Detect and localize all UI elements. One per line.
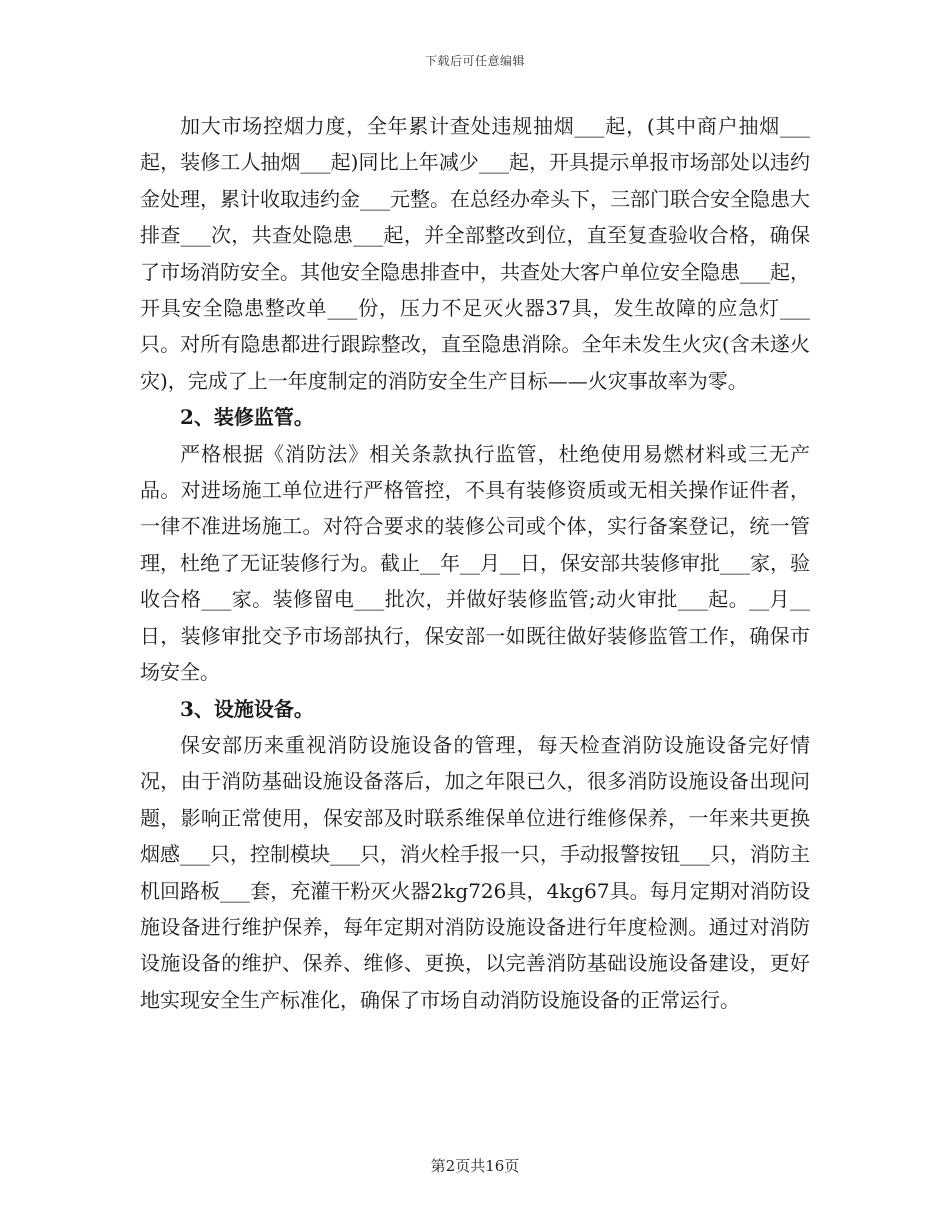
- page-header: 下载后可任意编辑: [424, 54, 525, 68]
- section-heading-renovation: 2、装修监管。: [180, 405, 314, 430]
- page-number: 第2页共16页: [430, 1157, 520, 1175]
- paragraph-facilities-equipment: 保安部历来重视消防设施设备的管理，每天检查消防设施设备完好情况，由于消防基础设施设备落后，加之年限已久，很多消防设施设备出现问题，影响正常使用，保安部及时联系维保单位进行维修保养，一年来共更换烟感___只，控制模块___只，消火栓手报一只，手动报警按钮___只，消防主机回路板___套，充灌干粉灭火器2kg726具，4kg67具。每月定期对消防设施设备进行维护保养，每年定期对消防设施设备进行年度检测。通过对消防设施设备的维护、保养、维修、更换，以完善消防基础设施设备建设，更好地实现安全生产标准化，确保了市场自动消防设施设备的正常运行。: [140, 732, 810, 1012]
- section-heading-facilities: 3、设施设备。: [180, 696, 314, 721]
- document-body: [140, 108, 810, 1018]
- paragraph-smoking-control: 加大市场控烟力度，全年累计查处违规抽烟___起，(其中商户抽烟___起，装修工人抽烟___起)同比上年减少___起，开具提示单报市场部处以违约金处理，累计收取违约金___元整。在总经办牵头下，三部门联合安全隐患大排查___次，共查处隐患___起，并全部整改到位，直至复查验收合格，确保了市场消防安全。其他安全隐患排查中，共查处大客户单位安全隐患___起，开具安全隐患整改单___份，压力不足灭火器37具，发生故障的应急灯___只。对所有隐患都进行跟踪整改，直至隐患消除。全年未发生火灾(含未遂火灾)，完成了上一年度制定的消防安全生产目标——火灾事故率为零。: [140, 114, 810, 393]
- paragraph-renovation-supervision: 严格根据《消防法》相关条款执行监管，杜绝使用易燃材料或三无产品。对进场施工单位进行严格管控，不具有装修资质或无相关操作证件者，一律不准进场施工。对符合要求的装修公司或个体，实行备案登记，统一管理，杜绝了无证装修行为。截止__年__月__日，保安部共装修审批___家，验收合格___家。装修留电___批次，并做好装修监管;动火审批___起。__月__日，装修审批交予市场部执行，保安部一如既往做好装修监管工作，确保市场安全。: [140, 441, 810, 685]
